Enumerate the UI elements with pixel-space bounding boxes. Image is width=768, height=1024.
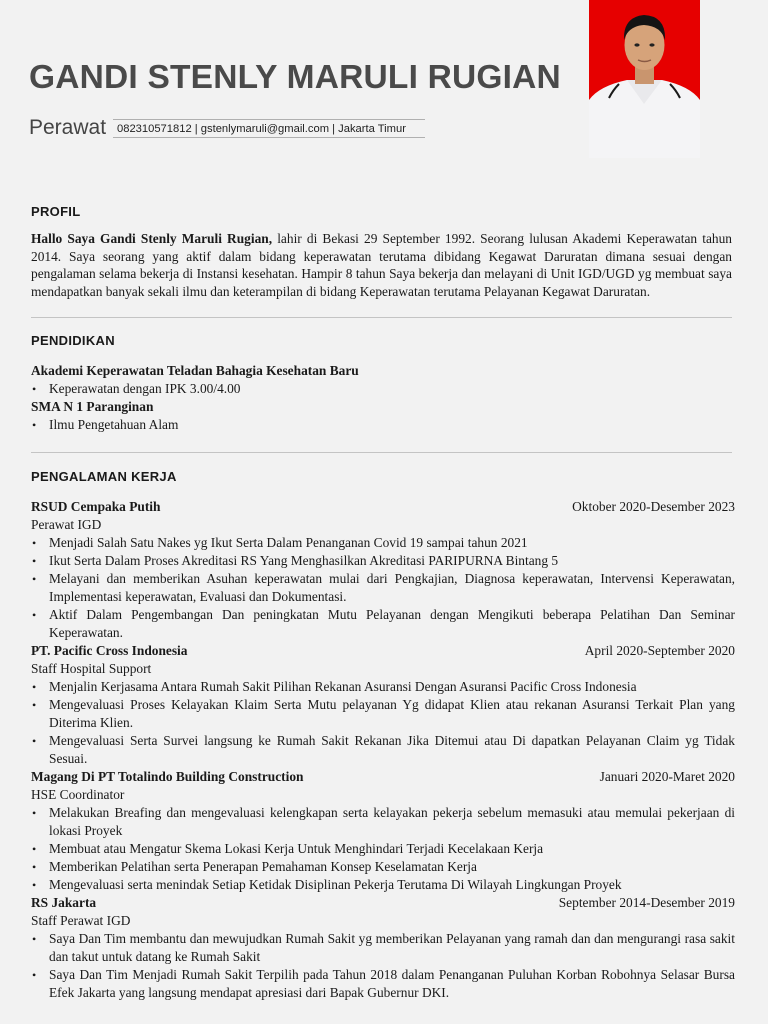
job-point: • Saya Dan Tim Menjadi Rumah Sakit Terpilih pada Tahun 2018 dalam Penanganan Puluhan Korban Robohnya Selasar Bursa Efek Jakarta yang langsung mendapat apresiasi dari Bapak Gubernur DKI. (31, 966, 735, 1002)
job-entry (31, 894, 735, 1002)
job-point: • Memberikan Pelatihan serta Penerapan Pemahaman Konsep Keselamatan Kerja (31, 858, 735, 876)
profile-photo (589, 0, 700, 158)
job-period: Januari 2020-Maret 2020 (599, 769, 735, 784)
education-details (31, 416, 735, 434)
job-entry (31, 642, 735, 768)
job-point: • Melakukan Breafing dan mengevaluasi kelengkapan serta kelayakan pekerja sebelum memasuki atau memulai pekerjaan di lokasi Proyek (31, 804, 735, 840)
profile-summary (31, 230, 732, 300)
divider (31, 452, 732, 453)
job-period: September 2014-Desember 2019 (558, 895, 735, 910)
job-entry (31, 768, 735, 894)
job-position: Staff Hospital Support (31, 661, 152, 676)
job-points (31, 678, 735, 768)
job-org: Magang Di PT Totalindo Building Construction (31, 769, 304, 784)
job-points (31, 930, 735, 1002)
job-point: • Menjadi Salah Satu Nakes yg Ikut Serta Dalam Penanganan Covid 19 sampai tahun 2021 (31, 534, 735, 552)
job-point: • Mengevaluasi Serta Survei langsung ke Rumah Sakit Rekanan Jika Ditemui atau Di dapatkan Pelayanan Claim yg Tidak Sesuai. (31, 732, 735, 768)
education-detail: • Ilmu Pengetahuan Alam (31, 416, 735, 434)
job-position: HSE Coordinator (31, 787, 125, 802)
profile-text: lahir di Bekasi 29 September 1992. Seorang lulusan Akademi Keperawatan tahun 2014. Saya seorang yang aktif dalam bidang keperawatan terutama dibidang Kegawat Daruratan dimana sesuai dengan pengalaman selama bekerja di Instansi kesehatan. Hampir 8 tahun Saya bekerja dan melayani di Unit IGD/UGD yg membuat saya mendapatkan banyak sekali ilmu dan keterampilan di bidang Keperawatan terutama Pelayanan Kegawat Daruratan. (31, 231, 732, 299)
education-school: Akademi Keperawatan Teladan Bahagia Kesehatan Baru (31, 363, 359, 378)
education-detail: • Keperawatan dengan IPK 3.00/4.00 (31, 380, 735, 398)
education-list (31, 362, 735, 434)
job-point: • Menjalin Kerjasama Antara Rumah Sakit Pilihan Rekanan Asuransi Dengan Asuransi Pacific Cross Indonesia (31, 678, 735, 696)
job-entry (31, 498, 735, 642)
section-title-profil: PROFIL (31, 204, 81, 219)
job-points (31, 534, 735, 642)
job-org: PT. Pacific Cross Indonesia (31, 643, 188, 658)
job-point: • Ikut Serta Dalam Proses Akreditasi RS Yang Menghasilkan Akreditasi PARIPURNA Bintang 5 (31, 552, 735, 570)
experience-list (31, 498, 735, 1002)
job-point: • Melayani dan memberikan Asuhan keperawatan mulai dari Pengkajian, Diagnosa keperawatan, Intervensi Keperawatan, Implementasi keperawatan, Evaluasi dan Dokumentasi. (31, 570, 735, 606)
job-position: Staff Perawat IGD (31, 913, 131, 928)
education-details (31, 380, 735, 398)
portrait-image (589, 0, 700, 158)
job-position: Perawat IGD (31, 517, 102, 532)
job-org: RSUD Cempaka Putih (31, 499, 161, 514)
education-school: SMA N 1 Paranginan (31, 399, 154, 414)
candidate-role: Perawat (29, 116, 107, 139)
job-points (31, 804, 735, 894)
section-title-pendidikan: PENDIDIKAN (31, 333, 115, 348)
job-point: • Mengevaluasi Proses Kelayakan Klaim Serta Mutu pelayanan Yg didapat Klien atau rekanan Asuransi Terkait Plan yang Diterima Klien. (31, 696, 735, 732)
contact-info: 082310571812 | gstenlymaruli@gmail.com | Jakarta Timur (113, 119, 425, 138)
job-point: • Membuat atau Mengatur Skema Lokasi Kerja Untuk Menghindari Terjadi Kecelakaan Kerja (31, 840, 735, 858)
profile-lead: Hallo Saya Gandi Stenly Maruli Rugian, (31, 231, 273, 246)
job-period: April 2020-September 2020 (584, 643, 735, 658)
job-point: • Aktif Dalam Pengembangan Dan peningkatan Mutu Pelayanan dengan Mengikuti beberapa Pelatihan Dan Seminar Keperawatan. (31, 606, 735, 642)
job-point: • Saya Dan Tim membantu dan mewujudkan Rumah Sakit yg memberikan Pelayanan yang ramah dan dan mengurangi rasa sakit dan takut untuk datang ke Rumah Sakit (31, 930, 735, 966)
job-org: RS Jakarta (31, 895, 97, 910)
candidate-name: GANDI STENLY MARULI RUGIAN (29, 59, 561, 96)
section-title-pengalaman: PENGALAMAN KERJA (31, 469, 177, 484)
divider (31, 317, 732, 318)
job-period: Oktober 2020-Desember 2023 (572, 499, 735, 514)
job-point: • Mengevaluasi serta menindak Setiap Ketidak Disiplinan Pekerja Terutama Di Wilayah Lingkungan Proyek (31, 876, 735, 894)
